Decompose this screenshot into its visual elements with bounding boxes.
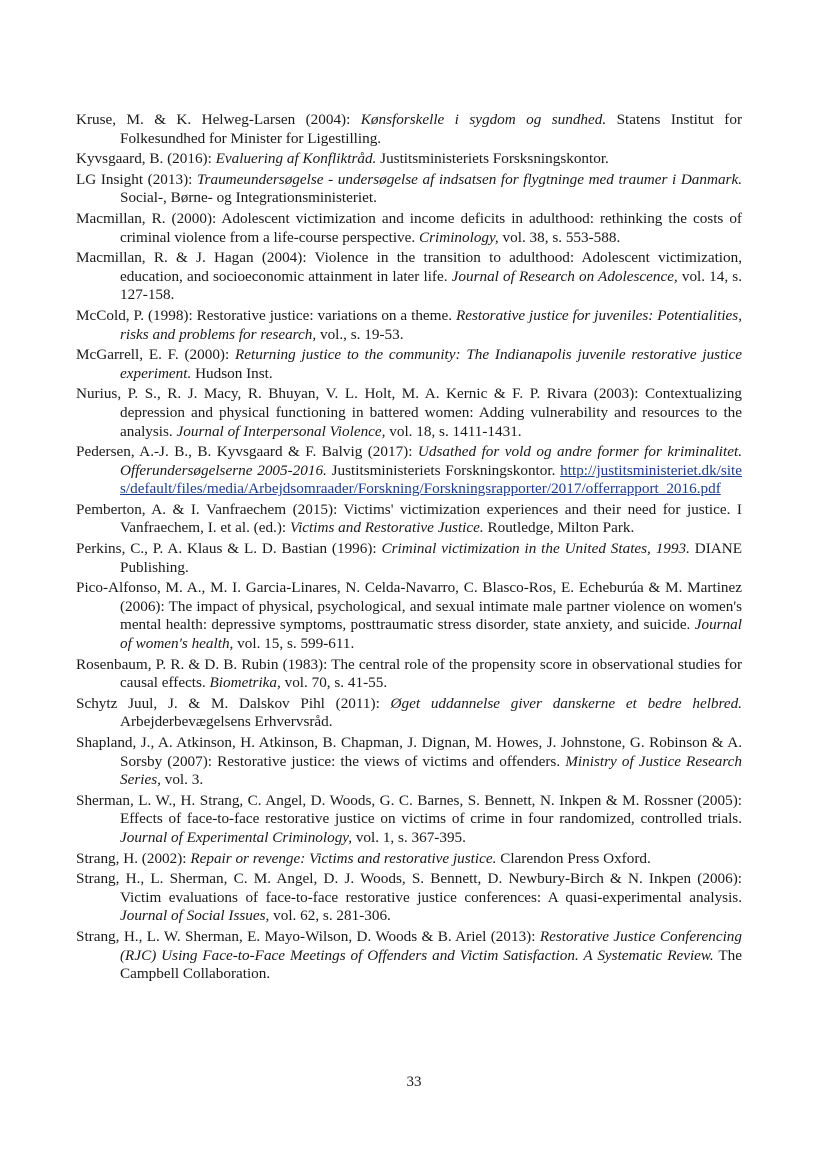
reference-entry — [76, 656, 742, 693]
reference-title: Restorative Justice Conferencing (RJC) Using Face-to-Face Meetings of Offenders and Victim Satisfaction. A Systematic Review. — [120, 927, 742, 964]
reference-title: Returning justice to the community: The Indianapolis juvenile restorative justice experiment. — [120, 346, 743, 382]
reference-authors-text: Strang, H. (2002): — [76, 849, 191, 867]
reference-source-text: vol. 18, s. 1411-1431. — [385, 422, 522, 440]
reference-list — [76, 111, 742, 986]
reference-authors-text: Schytz Juul, J. & M. Dalskov Pihl (2011): — [76, 694, 391, 712]
reference-entry — [76, 695, 742, 732]
reference-source-text: vol. 3. — [160, 771, 204, 789]
reference-title: Biometrika, — [209, 674, 281, 692]
reference-entry — [76, 171, 742, 208]
reference-title: Journal of Research on Adolescence, — [451, 267, 678, 285]
reference-title: Criminal victimization in the United States, 1993. — [381, 540, 690, 558]
reference-entry — [76, 792, 742, 848]
reference-entry — [76, 210, 742, 247]
reference-title: Ministry of Justice Research Series, — [120, 752, 743, 789]
reference-authors-text: McCold, P. (1998): Restorative justice: variations on a theme. — [76, 306, 456, 324]
reference-source-text: DIANE Publishing. — [120, 540, 742, 576]
reference-source-text: vol. 70, s. 41-55. — [280, 674, 388, 692]
reference-source-text: Routledge, Milton Park. — [483, 519, 635, 537]
reference-authors-text: Macmillan, R. (2000): Adolescent victimization and income deficits in adulthood: rethinking the costs of criminal violence from a life-course perspective. — [76, 209, 742, 246]
reference-title: Journal of women's health, — [120, 616, 742, 653]
reference-entry — [76, 111, 742, 148]
reference-title: Udsathed for vold og andre former for kriminalitet. Offerundersøgelserne 2005-2016. — [120, 443, 742, 479]
reference-entry — [76, 734, 742, 790]
reference-title: Journal of Interpersonal Violence, — [176, 422, 386, 440]
reference-source-text: vol. 15, s. 599-611. — [233, 635, 355, 653]
reference-title: Øget uddannelse giver danskerne et bedre helbred. — [390, 694, 742, 712]
reference-title: Restorative justice for juveniles: Potentialities, risks and problems for research, — [120, 306, 742, 343]
reference-source-text: Statens Institut for Folkesundhed for Minister for Ligestilling. — [120, 111, 743, 147]
reference-source-text: Hudson Inst. — [191, 364, 273, 382]
reference-source-text: Social-, Børne- og Integrationsministeriet. — [120, 189, 377, 207]
reference-title: Kønsforskelle i sygdom og sundhed. — [360, 111, 607, 128]
page-number: 33 — [406, 1074, 422, 1090]
reference-entry — [76, 579, 742, 653]
reference-title: Evaluering af Konfliktråd. — [215, 150, 377, 168]
reference-entry — [76, 150, 742, 169]
reference-title: Criminology, — [418, 228, 499, 246]
reference-source-text: Justitsministeriets Forsksningskontor. — [376, 150, 609, 168]
reference-source-text: Clarendon Press Oxford. — [496, 849, 651, 867]
reference-authors-text: Kruse, M. & K. Helweg-Larsen (2004): — [76, 111, 361, 128]
reference-entry — [76, 443, 742, 499]
reference-link[interactable]: http://justitsministeriet.dk/sites/default/files/media/Arbejdsomraader/Forskning/Forskningsrapporter/2017/offerrapport_2016.pdf — [120, 461, 742, 498]
reference-authors-text: Pemberton, A. & I. Vanfraechem (2015): Victims' victimization experiences and their need for justice. I Vanfraechem, I. et al. (ed.): — [76, 500, 742, 537]
reference-authors-text: Nurius, P. S., R. J. Macy, R. Bhuyan, V. L. Holt, M. A. Kernic & F. P. Rivara (2003): Contextualizing depression and physical functioning in battered women: Adding vulnerability and resources to the analysis. — [76, 385, 742, 440]
reference-title: Victims and Restorative Justice. — [289, 519, 484, 537]
reference-authors-text: Perkins, C., P. A. Klaus & L. D. Bastian (1996): — [76, 540, 382, 558]
reference-authors-text: Kyvsgaard, B. (2016): — [76, 150, 216, 168]
reference-source-text: Justitsministeriets Forskningskontor. — [326, 461, 561, 479]
reference-authors-text: Rosenbaum, P. R. & D. B. Rubin (1983): The central role of the propensity score in observational studies for causal effects. — [76, 655, 742, 692]
reference-source-text: vol. 62, s. 281-306. — [269, 907, 391, 925]
reference-entry — [76, 346, 742, 383]
reference-entry — [76, 870, 742, 926]
reference-entry — [76, 307, 742, 344]
reference-source-text: vol. 1, s. 367-395. — [352, 828, 466, 846]
reference-authors-text: McGarrell, E. F. (2000): — [76, 346, 235, 364]
reference-source-text: vol., s. 19-53. — [316, 325, 404, 343]
reference-title: Journal of Experimental Criminology, — [120, 828, 353, 846]
reference-source-text: The Campbell Collaboration. — [120, 946, 742, 983]
reference-authors-text: Strang, H., L. W. Sherman, E. Mayo-Wilson, D. Woods & B. Ariel (2013): — [76, 927, 540, 945]
reference-entry — [76, 850, 742, 869]
reference-authors-text: Strang, H., L. Sherman, C. M. Angel, D. J. Woods, S. Bennett, D. Newbury-Birch & N. Inkpen (2006): Victim evaluations of face-to-face restorative justice conferences: A quasi-experimental analysis. — [76, 870, 742, 906]
reference-title: Repair or revenge: Victims and restorative justice. — [190, 849, 497, 867]
reference-source-text: vol. 38, s. 553-588. — [498, 228, 621, 246]
reference-entry — [76, 540, 742, 577]
reference-authors-text: Pedersen, A.-J. B., B. Kyvsgaard & F. Balvig (2017): — [76, 443, 418, 461]
reference-authors-text: Pico-Alfonso, M. A., M. I. Garcia-Linares, N. Celda-Navarro, C. Blasco-Ros, E. Echeburúa & M. Martinez (2006): The impact of physical, psychological, and sexual intimate male partner violence on women's mental health: depressive symptoms, posttraumatic stress disorder, state anxiety, and suicide. — [76, 579, 742, 634]
reference-entry — [76, 928, 742, 984]
reference-authors-text: Sherman, L. W., H. Strang, C. Angel, D. Woods, G. C. Barnes, S. Bennett, N. Inkpen & M. Rossner (2005): Effects of face-to-face restorative justice on victims of crime in four randomized, controlled trials. — [76, 791, 742, 828]
reference-title: Journal of Social Issues, — [120, 907, 270, 925]
reference-authors-text: Macmillan, R. & J. Hagan (2004): Violence in the transition to adulthood: Adolescent victimization, education, and socioeconomic attainment in later life. — [76, 249, 742, 285]
reference-entry — [76, 501, 742, 538]
reference-source-text: Arbejderbevægelsens Erhvervsråd. — [120, 713, 333, 731]
reference-entry — [76, 249, 742, 305]
reference-authors-text: LG Insight (2013): — [76, 170, 197, 188]
reference-title: Traumeundersøgelse - undersøgelse af indsatsen for flygtninge med traumer i Danmark. — [196, 170, 742, 188]
reference-source-text: vol. 14, s. 127-158. — [120, 267, 742, 304]
reference-authors-text: Shapland, J., A. Atkinson, H. Atkinson, B. Chapman, J. Dignan, M. Howes, J. Johnstone, G. Robinson & A. Sorsby (2007): Restorative justice: the views of victims and offenders. — [76, 734, 742, 770]
reference-entry — [76, 385, 742, 441]
